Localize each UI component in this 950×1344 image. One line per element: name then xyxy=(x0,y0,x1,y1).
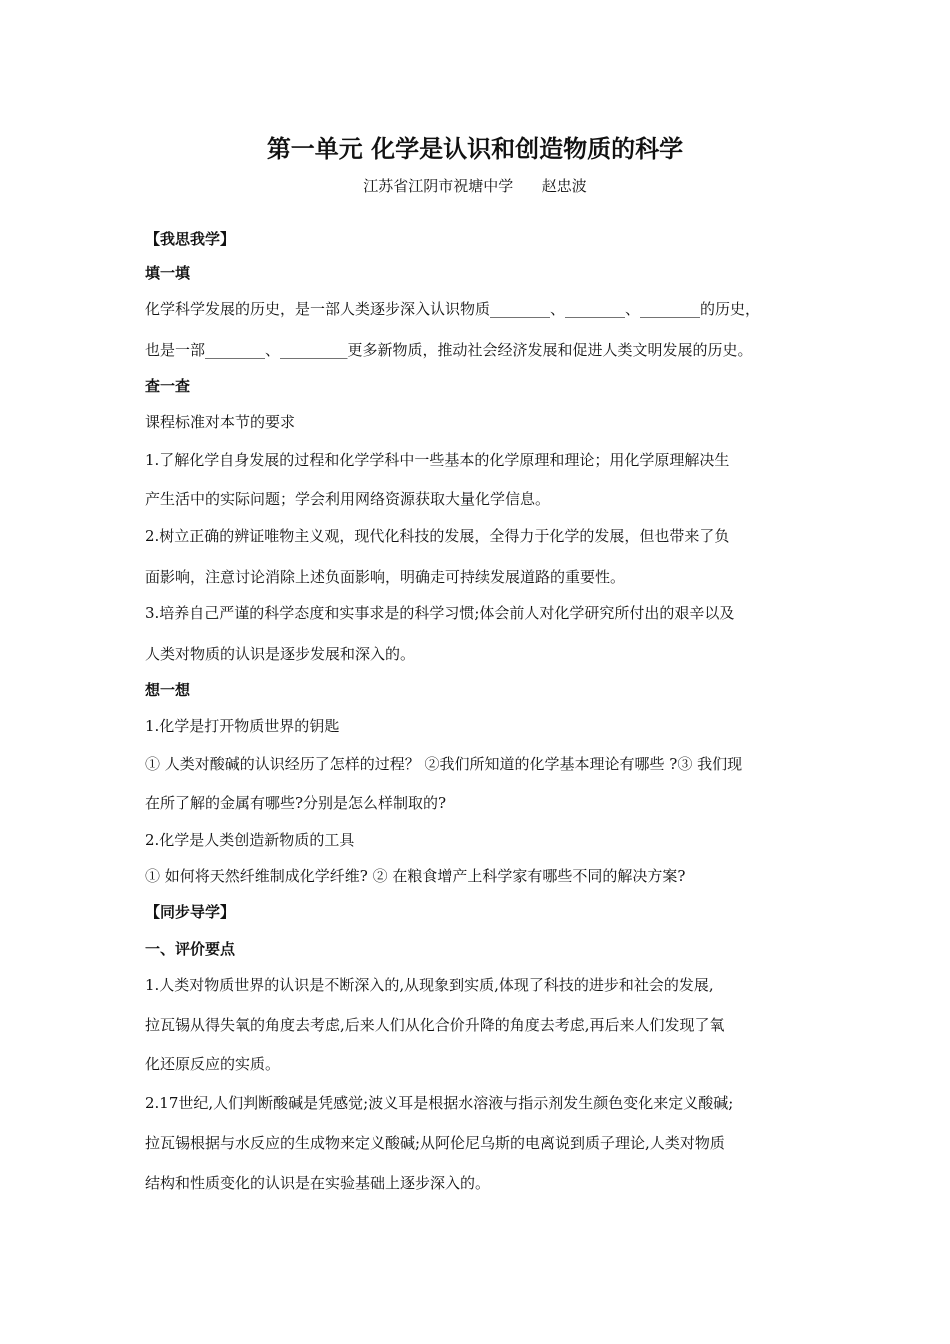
check-line-3: 产生活中的实际问题；学会利用网络资源获取大量化学信息。 xyxy=(145,490,551,508)
evaluation-line-2: 拉瓦锡从得失氧的角度去考虑,后来人们从化合价升降的角度去考虑,再后来人们发现了氧 xyxy=(145,1016,725,1034)
check-line-5: 面影响，注意讨论消除上述负面影响，明确走可持续发展道路的重要性。 xyxy=(145,568,626,586)
author-line: 江苏省江阴市祝塘中学 赵忠波 xyxy=(363,177,587,195)
evaluation-line-4: 2.17世纪,人们判断酸碱是凭感觉;波义耳是根据水溶液与指示剂发生颜色变化来定义酸碱; xyxy=(145,1094,734,1112)
check-line-4: 2.树立正确的辨证唯物主义观，现代化科技的发展，全得力于化学的发展，但也带来了负 xyxy=(145,527,730,545)
think-line-5: ① 如何将天然纤维制成化学纤维? ② 在粮食增产上科学家有哪些不同的解决方案? xyxy=(145,867,686,885)
check-line-6: 3.培养自己严谨的科学态度和实事求是的科学习惯;体会前人对化学研究所付出的艰辛以及 xyxy=(145,604,735,622)
think-line-3: 在所了解的金属有哪些?分别是怎么样制取的? xyxy=(145,794,447,812)
fill-line-2: 也是一部________、_________更多新物质，推动社会经济发展和促进人类文明发展的历史。 xyxy=(145,341,753,359)
evaluation-line-3: 化还原反应的实质。 xyxy=(145,1055,281,1073)
section-heading-wosi-woxue: 【我思我学】 xyxy=(145,230,236,248)
think-line-4: 2.化学是人类创造新物质的工具 xyxy=(145,831,355,849)
fill-line-1: 化学科学发展的历史，是一部人类逐步深入认识物质________、________、________的历史， xyxy=(145,300,761,318)
think-line-2: ① 人类对酸碱的认识经历了怎样的过程？ ②我们所知道的化学基本理论有哪些 ?③ 我们现 xyxy=(145,755,743,773)
think-line-1: 1.化学是打开物质世界的钥匙 xyxy=(145,717,340,735)
subheading-evaluation-points: 一、评价要点 xyxy=(145,940,236,958)
check-line-1: 课程标准对本节的要求 xyxy=(145,413,296,431)
subheading-think: 想一想 xyxy=(145,681,191,699)
subheading-fill-in: 填一填 xyxy=(145,264,191,282)
evaluation-line-6: 结构和性质变化的认识是在实验基础上逐步深入的。 xyxy=(145,1174,491,1192)
check-line-2: 1.了解化学自身发展的过程和化学学科中一些基本的化学原理和理论；用化学原理解决生 xyxy=(145,451,730,469)
subheading-check: 查一查 xyxy=(145,377,191,395)
document-title: 第一单元 化学是认识和创造物质的科学 xyxy=(266,135,684,163)
section-heading-tongbu-daoxue: 【同步导学】 xyxy=(145,903,236,921)
check-line-7: 人类对物质的认识是逐步发展和深入的。 xyxy=(145,645,416,663)
evaluation-line-5: 拉瓦锡根据与水反应的生成物来定义酸碱;从阿伦尼乌斯的电离说到质子理论,人类对物质 xyxy=(145,1134,725,1152)
evaluation-line-1: 1.人类对物质世界的认识是不断深入的,从现象到实质,体现了科技的进步和社会的发展, xyxy=(145,976,714,994)
